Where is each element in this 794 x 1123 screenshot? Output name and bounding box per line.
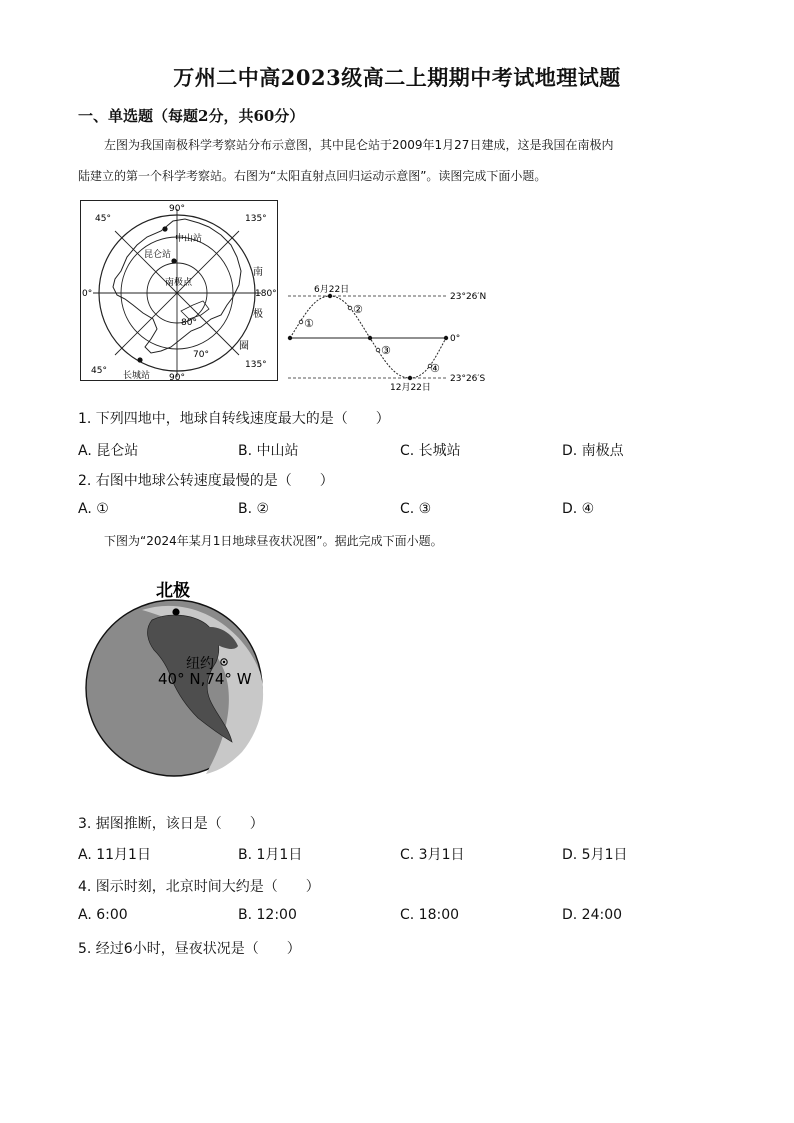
question-1-option-d: D. 南极点 [562, 443, 624, 459]
position-1-point [299, 320, 303, 324]
zhongshan-station-dot [162, 226, 167, 231]
tropic-of-cancer-label: 23°26′N [450, 292, 487, 302]
question-2-option-b: B. ② [238, 501, 270, 517]
ice-shelf-outline [181, 301, 209, 319]
antarctic-circle-label-2: 极 [253, 309, 263, 320]
label-135-top-right: 135° [245, 214, 267, 224]
kunlun-station-dot [171, 258, 176, 263]
globe-svg [82, 576, 272, 781]
label-0-degree: 0° [82, 289, 93, 299]
question-1-option-a: A. 昆仑站 [78, 443, 139, 459]
question-4-option-a: A. 6:00 [78, 907, 128, 923]
intro-paragraph-1-line-2: 陆建立的第一个科学考察站。右图为“太阳直射点回归运动示意图”。读图完成下面小题。 [78, 169, 547, 183]
newyork-coordinates: 40° N,74° W [158, 670, 252, 688]
antarctic-circle-label-3: 圈 [239, 341, 249, 352]
question-2-stem: 2. 右图中地球公转速度最慢的是（ ） [78, 473, 334, 489]
label-80-latitude: 80° [181, 318, 197, 328]
position-3-point [376, 348, 380, 352]
north-pole-dot [172, 608, 179, 615]
question-2-option-d: D. ④ [562, 501, 595, 517]
antarctica-station-map [80, 200, 278, 381]
position-4-label: ④ [430, 362, 440, 375]
question-1-stem: 1. 下列四地中，地球自转线速度最大的是（ ） [78, 411, 390, 427]
question-1-option-b: B. 中山站 [238, 443, 299, 459]
question-3-option-a: A. 11月1日 [78, 847, 151, 863]
position-2-label: ② [353, 303, 363, 316]
zhongshan-station-label: 中山站 [175, 234, 203, 244]
label-90-bottom: 90° [169, 373, 185, 382]
position-2-point [348, 306, 352, 310]
changcheng-station-label: 长城站 [123, 371, 151, 381]
equator-label: 0° [450, 334, 461, 344]
section-heading: 一、单选题（每题2分，共60分） [78, 107, 305, 125]
label-70-latitude: 70° [193, 350, 209, 360]
question-3-option-b: B. 1月1日 [238, 847, 303, 863]
kunlun-station-label: 昆仑站 [144, 250, 172, 260]
antarctic-circle-label-1: 南 [253, 267, 263, 278]
december-solstice-point [408, 376, 412, 380]
label-90-top: 90° [169, 204, 185, 214]
question-4-option-c: C. 18:00 [400, 907, 460, 923]
label-45-top-left: 45° [95, 214, 111, 224]
december-solstice-label: 12月22日 [390, 383, 431, 392]
question-3-option-c: C. 3月1日 [400, 847, 465, 863]
label-135-bottom-right: 135° [245, 360, 267, 370]
question-3-option-d: D. 5月1日 [562, 847, 628, 863]
intro-paragraph-2: 下图为“2024年某月1日地球昼夜状况图”。据此完成下面小题。 [104, 534, 443, 548]
antarctica-map-svg [81, 201, 279, 382]
sun-chart-svg [284, 282, 504, 392]
north-pole-label: 北极 [156, 581, 190, 601]
tropic-of-capricorn-label: 23°26′S [450, 374, 486, 384]
question-4-option-b: B. 12:00 [238, 907, 297, 923]
question-4-stem: 4. 图示时刻，北京时间大约是（ ） [78, 879, 320, 895]
label-45-bottom-left: 45° [91, 366, 107, 376]
next-march-equinox-point [444, 336, 448, 340]
question-2-option-c: C. ③ [400, 501, 432, 517]
june-solstice-label: 6月22日 [314, 285, 350, 295]
day-night-globe-figure [82, 576, 272, 781]
changcheng-station-dot [137, 357, 142, 362]
page-title: 万州二中高2023级高二上期期中考试地理试题 [173, 65, 621, 90]
question-1-option-c: C. 长城站 [400, 443, 461, 459]
newyork-marker-dot [223, 661, 225, 663]
sun-direct-point-chart [284, 282, 504, 392]
question-5-stem: 5. 经过6小时，昼夜状况是（ ） [78, 941, 301, 957]
question-3-stem: 3. 据图推断，该日是（ ） [78, 816, 264, 832]
intro-paragraph-1-line-1: 左图为我国南极科学考察站分布示意图，其中昆仑站于2009年1月27日建成，这是我国在南极内 [104, 138, 614, 152]
question-4-option-d: D. 24:00 [562, 907, 623, 923]
question-2-option-a: A. ① [78, 501, 109, 517]
march-equinox-point [288, 336, 292, 340]
september-equinox-point [368, 336, 372, 340]
position-1-label: ① [304, 317, 314, 330]
south-pole-label: 南极点 [165, 278, 193, 288]
label-180-degree: 180° [255, 289, 277, 299]
position-3-label: ③ [381, 344, 391, 357]
newyork-label: 纽约 [186, 656, 214, 672]
sun-migration-curve [290, 296, 446, 378]
